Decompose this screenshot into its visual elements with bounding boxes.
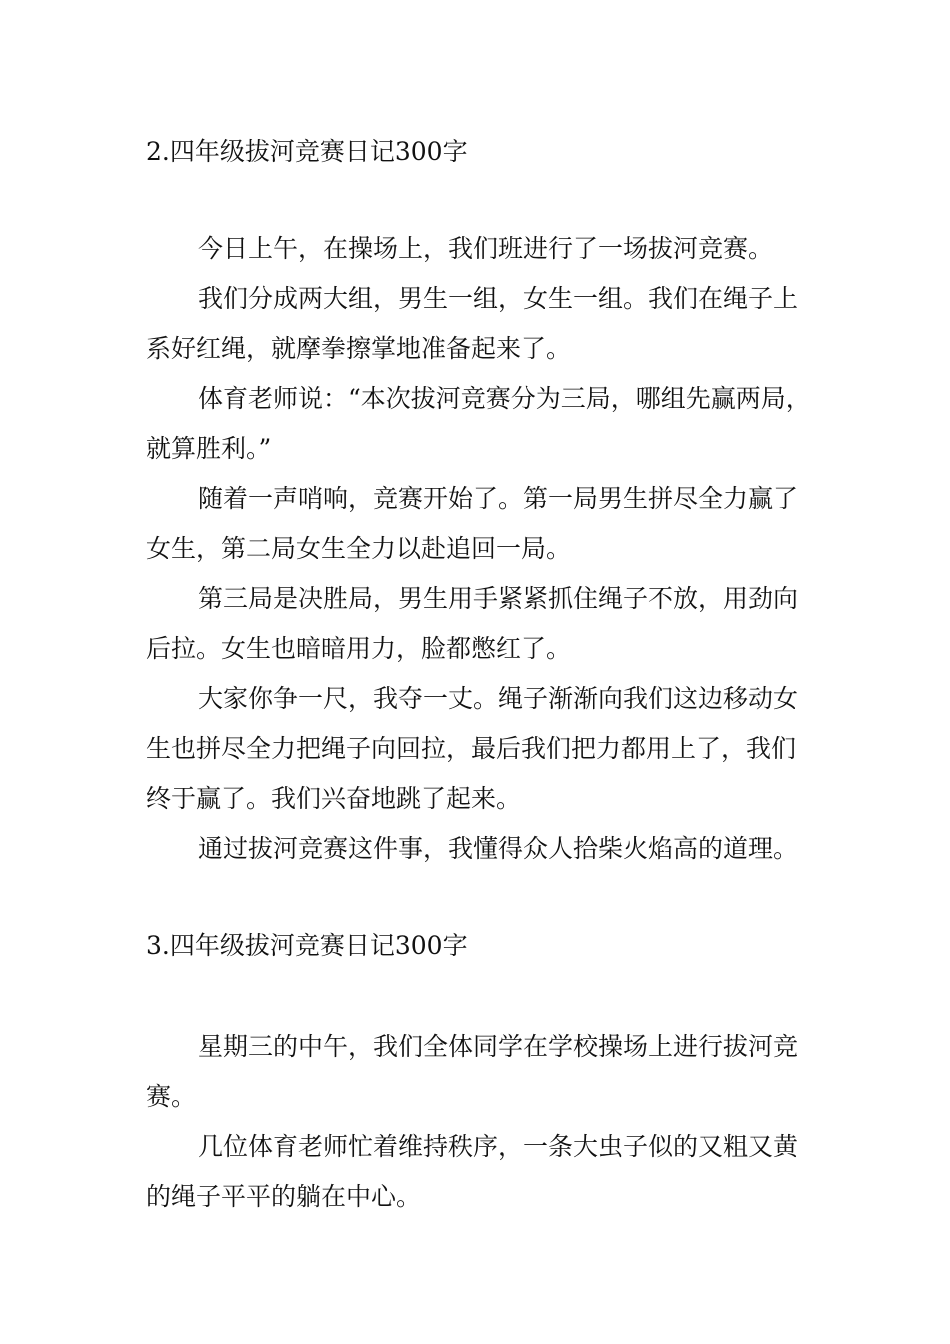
paragraph: 今日上午，在操场上，我们班进行了一场拔河竞赛。 (198, 234, 774, 263)
section-heading: 3.四年级拔河竞赛日记300字 (146, 931, 468, 960)
paragraph: 大家你争一尺，我夺一丈。绳子渐渐向我们这边移动女生也拼尽全力把绳子向回拉，最后我们把力都用上了，我们终于赢了。我们兴奋地跳了起来。 (146, 684, 799, 813)
paragraph: 我们分成两大组，男生一组，女生一组。我们在绳子上系好红绳，就摩拳擦掌地准备起来了。 (146, 284, 799, 363)
paragraph: 通过拔河竞赛这件事，我懂得众人拾柴火焰高的道理。 (198, 834, 799, 863)
paragraph: 体育老师说：“本次拔河竞赛分为三局，哪组先赢两局，就算胜利。” (146, 384, 811, 463)
paragraph: 几位体育老师忙着维持秩序，一条大虫子似的又粗又黄的绳子平平的躺在中心。 (146, 1132, 799, 1211)
paragraph: 星期三的中午，我们全体同学在学校操场上进行拔河竞赛。 (146, 1032, 799, 1111)
section-heading: 2.四年级拔河竞赛日记300字 (146, 137, 468, 166)
paragraph: 随着一声哨响，竞赛开始了。第一局男生拼尽全力赢了女生，第二局女生全力以赴追回一局。 (146, 484, 799, 563)
paragraph: 第三局是决胜局，男生用手紧紧抓住绳子不放，用劲向后拉。女生也暗暗用力，脸都憋红了。 (146, 584, 799, 663)
